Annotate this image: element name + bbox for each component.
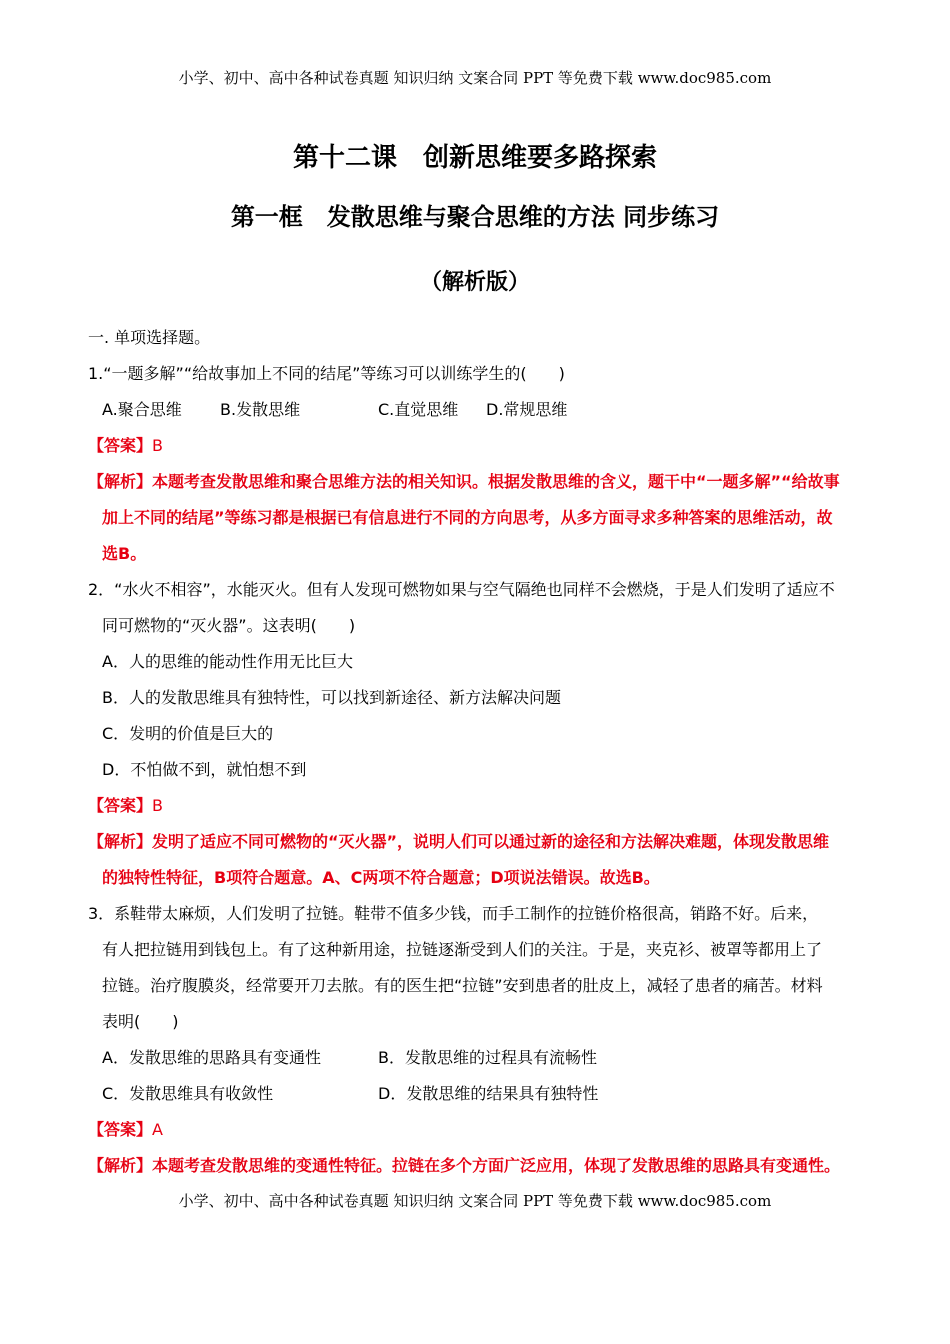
analysis-label: 【解析】 [88,472,153,491]
page-header: 小学、初中、高中各种试卷真题 知识归纳 文案合同 PPT 等免费下载 www.doc985.com [178,69,772,87]
option-c: C.直觉思维 [378,400,459,419]
option-a: A.聚合思维 [102,400,182,419]
option-d: D．发散思维的结果具有独特性 [378,1084,599,1103]
section-heading: 一. 单项选择题。 [88,328,211,347]
question-options [88,392,868,428]
analysis-text: 的独特性特征，B项符合题意。A、C两项不符合题意；D项说法错误。故选B。 [102,868,660,887]
answer-label: 【答案】 [88,796,153,815]
option-b: B.发散思维 [220,400,301,419]
option-c: C．发散思维具有收敛性 [102,1084,274,1103]
answer-label: 【答案】 [88,1120,153,1139]
option-d: D．不怕做不到，就怕想不到 [102,760,307,779]
option-a: A．人的思维的能动性作用无比巨大 [102,652,353,671]
answer-line [88,1112,868,1148]
question-stem-line: 同可燃物的“灭火器”。这表明( ) [102,616,356,635]
analysis-text: 本题考查发散思维和聚合思维方法的相关知识。根据发散思维的含义，题干中“一题多解”“给故事 [152,472,840,491]
option-c: C．发明的价值是巨大的 [102,724,274,743]
question-stem-line: 表明( ) [102,1012,179,1031]
answer-value: B [152,796,163,815]
question-3 [88,896,868,1184]
analysis-line [88,824,868,860]
analysis-text: 选B。 [102,544,147,563]
option-a: A．发散思维的思路具有变通性 [102,1048,321,1067]
answer-line [88,788,868,824]
answer-label: 【答案】 [88,436,153,455]
option-b: B．人的发散思维具有独特性，可以找到新途径、新方法解决问题 [102,688,561,707]
question-stem-line: 拉链。治疗腹膜炎，经常要开刀去脓。有的医生把“拉链”安到患者的肚皮上，减轻了患者的痛苦。材料 [102,976,823,995]
answer-value: A [152,1120,163,1139]
page-footer: 小学、初中、高中各种试卷真题 知识归纳 文案合同 PPT 等免费下载 www.doc985.com [178,1192,772,1210]
analysis-label: 【解析】 [88,832,153,851]
question-stem-line: 3．系鞋带太麻烦，人们发明了拉链。鞋带不值多少钱，而手工制作的拉链价格很高，销路不好。后来， [88,904,819,923]
answer-line [88,428,868,464]
analysis-line [88,464,868,500]
question-content [88,320,868,1184]
analysis-text: 本题考查发散思维的变通性特征。拉链在多个方面广泛应用，体现了发散思维的思路具有变通性。 [152,1156,841,1175]
analysis-line [88,1148,868,1184]
question-1 [88,356,868,572]
analysis-text: 发明了适应不同可燃物的“灭火器”，说明人们可以通过新的途径和方法解决难题，体现发散思维 [152,832,830,851]
analysis-text: 加上不同的结尾”等练习都是根据已有信息进行不同的方向思考，从多方面寻求多种答案的思维活动，故 [102,508,833,527]
analysis-label: 【解析】 [88,1156,153,1175]
question-stem-line: 1.“一题多解”“给故事加上不同的结尾”等练习可以训练学生的( ) [88,364,565,383]
question-options [88,1076,868,1112]
question-2 [88,572,868,896]
option-b: B．发散思维的过程具有流畅性 [378,1048,597,1067]
question-options [88,1040,868,1076]
option-d: D.常规思维 [486,400,568,419]
section-title: 第一框 发散思维与聚合思维的方法 同步练习 [230,203,720,231]
question-stem-line: 有人把拉链用到钱包上。有了这种新用途，拉链逐渐受到人们的关注。于是，夹克衫、被罩等都用上了 [102,940,823,959]
edition-title: （解析版） [419,270,530,295]
answer-value: B [152,436,163,455]
question-stem-line: 2．“水火不相容”，水能灭火。但有人发现可燃物如果与空气隔绝也同样不会燃烧，于是人们发明了适应不 [88,580,835,599]
lesson-title: 第十二课 创新思维要多路探索 [292,143,657,173]
